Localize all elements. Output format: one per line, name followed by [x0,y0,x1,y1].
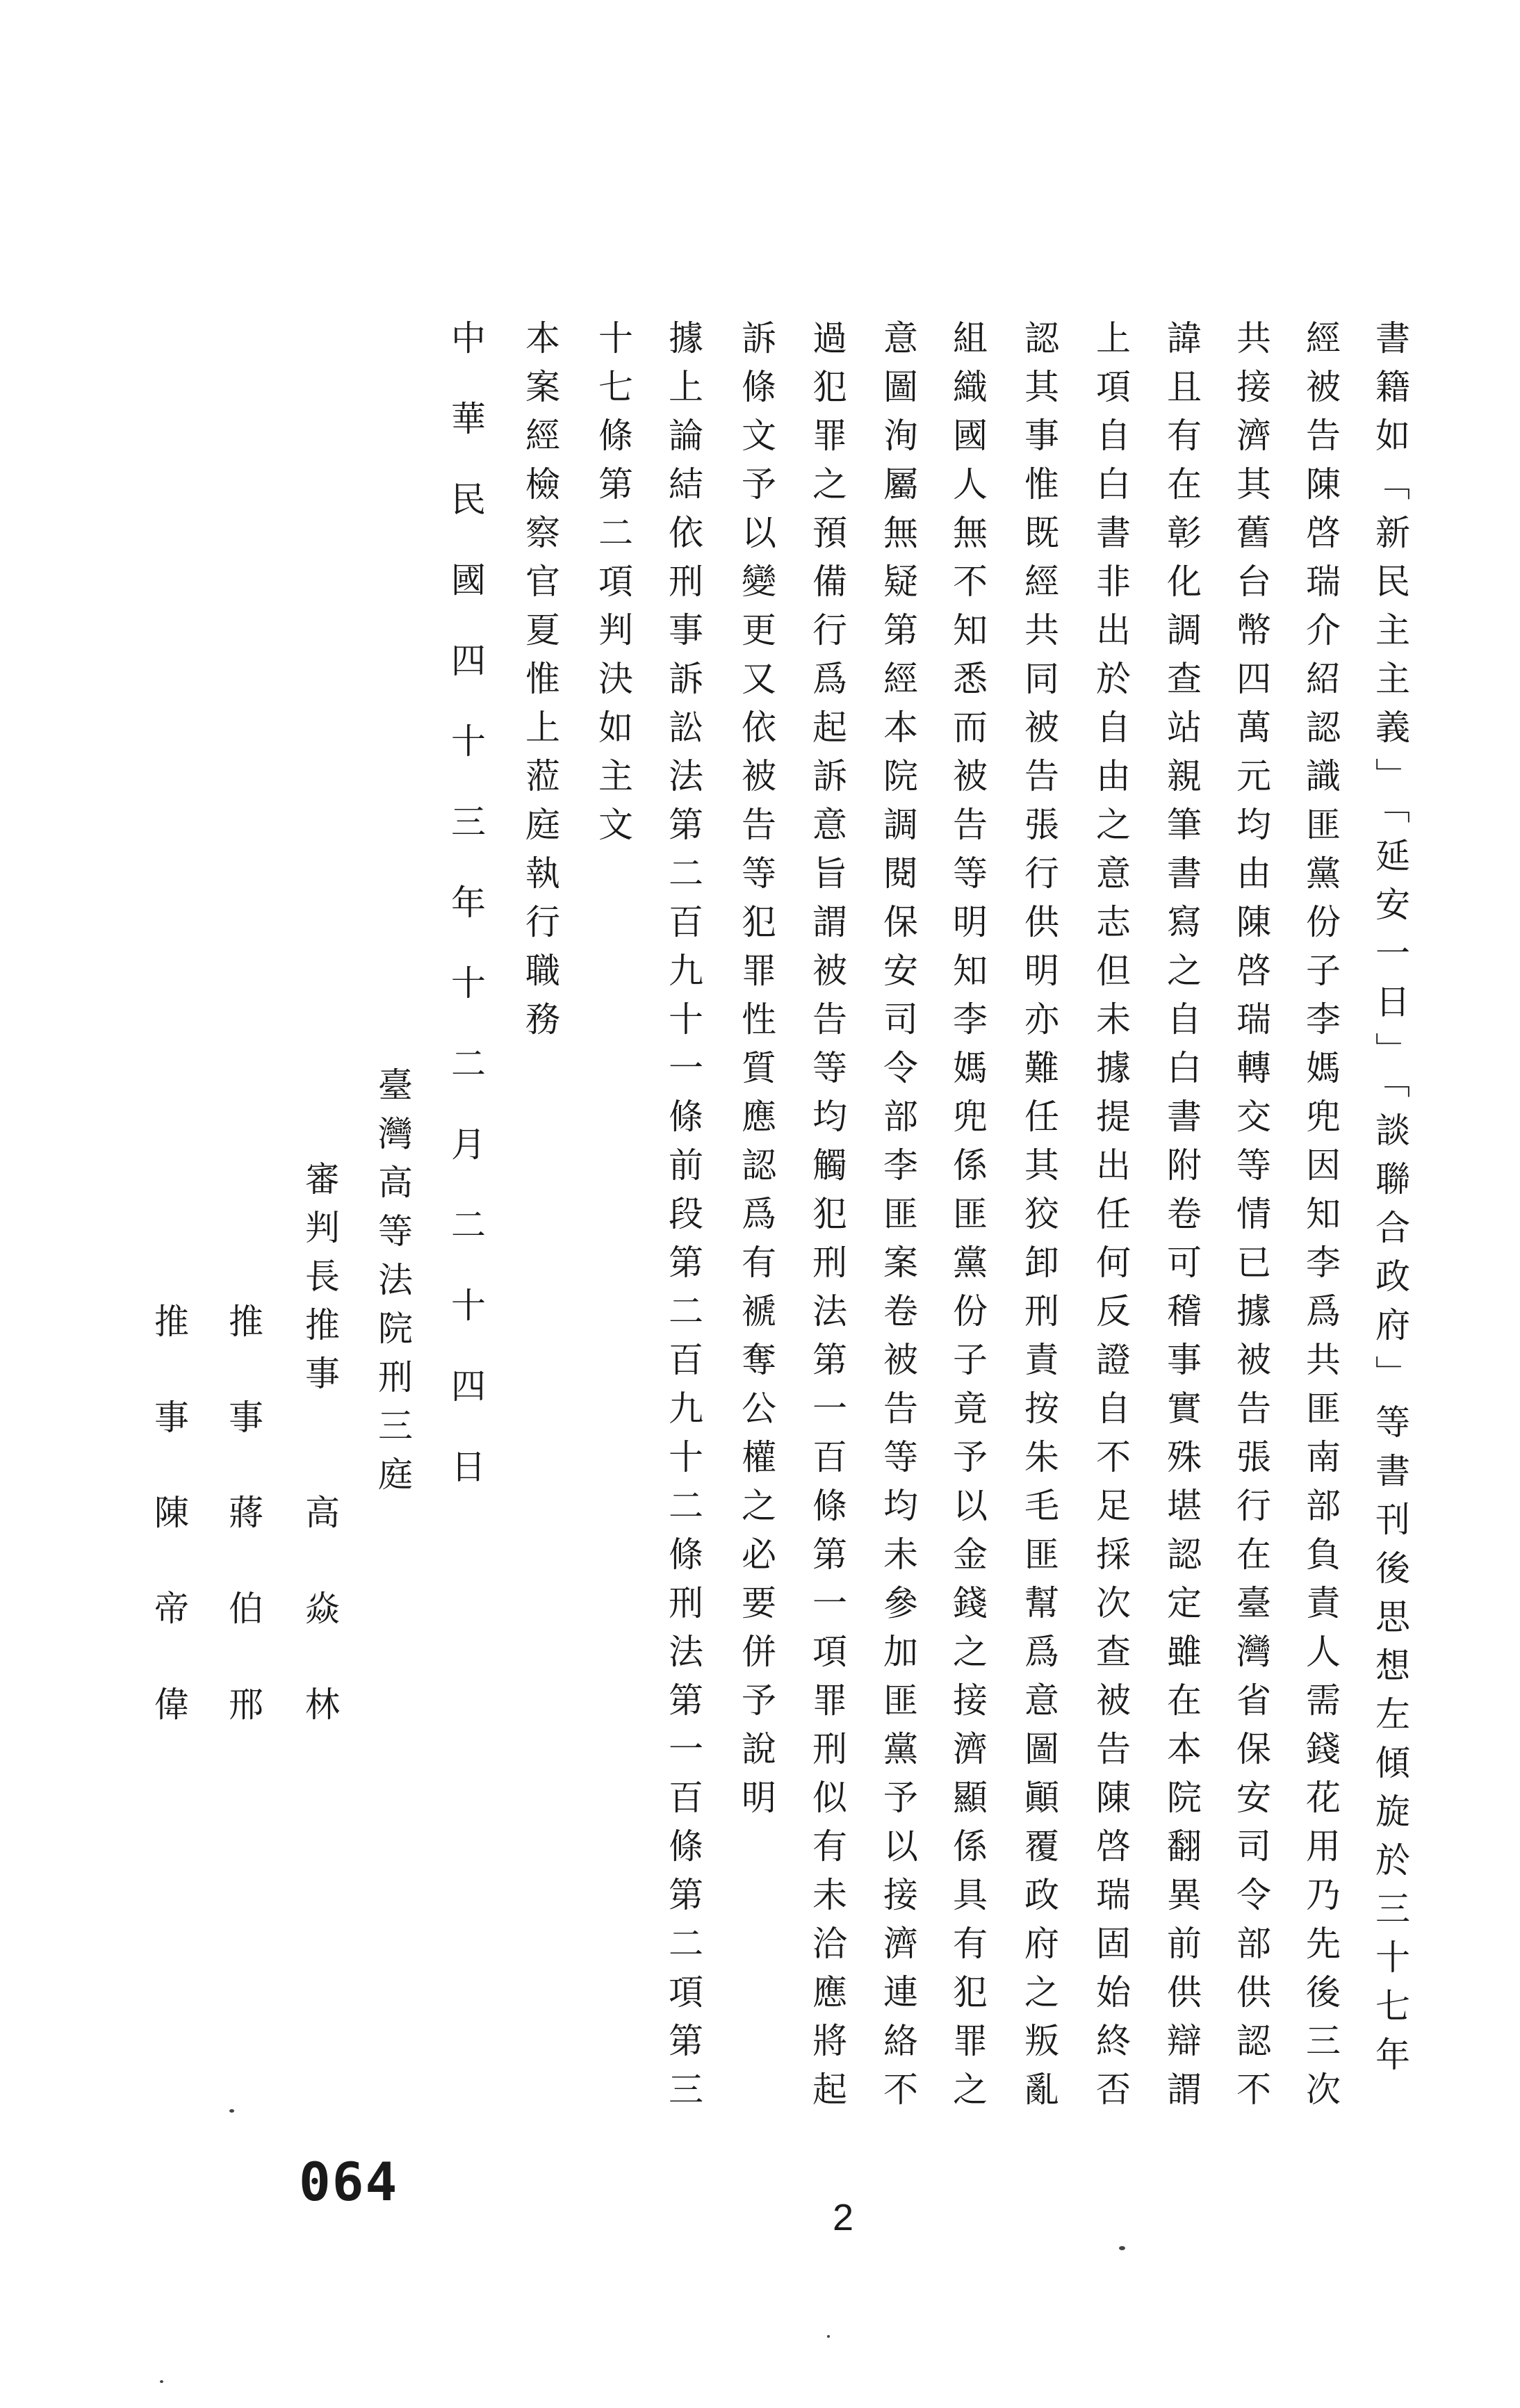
scan-speck [1119,2246,1125,2250]
text-column-7: 組織國人無不知悉而被告等明知李媽兜係匪黨份子竟予以金錢之接濟顯係具有犯罪之 [947,320,988,2120]
text-column-8: 意圖洵屬無疑第經本院調閱保安司令部李匪案卷被告等均未參加匪黨予以接濟連絡不 [878,320,918,2120]
text-column-13: 本案經檢察官夏惟上蒞庭執行職務 [520,320,560,1049]
text-column-1: 書籍如「新民主主義」「延安一日」「談聯合政府」等書刊後思想左傾旋於三十七年 [1370,320,1410,2085]
judge-title-2: 推事 [223,1303,263,1495]
judge-title-3: 推事 [149,1303,189,1495]
text-column-4: 諱且有在彰化調查站親筆書寫之自白書附卷可稽事實殊堪認定雖在本院翻異前供辯謂 [1161,320,1202,2120]
judge-name-1: 高焱林 [300,1494,340,1782]
judge-name-3: 陳帝偉 [149,1494,189,1782]
text-column-9: 過犯罪之預備行爲起訴意旨謂被告等均觸犯刑法第一百條第一項罪刑似有未洽應將起 [807,320,847,2120]
scan-speck [827,2335,830,2338]
scan-speck [160,2380,163,2383]
text-column-6: 認其事惟既經共同被告張行供明亦難任其狡卸刑責按朱毛匪幫爲意圖顚覆政府之叛亂 [1019,320,1059,2120]
scan-speck [229,2109,234,2113]
text-column-2: 經被告陳啓瑞介紹認識匪黨份子李媽兜因知李爲共匪南部負責人需錢花用乃先後三次 [1300,320,1341,2120]
text-column-5: 上項自白書非出於自由之意志但未據提出任何反證自不足採次查被告陳啓瑞固始終否 [1090,320,1131,2120]
judge-name-2: 蔣伯邢 [223,1494,263,1782]
text-column-3: 共接濟其舊台幣四萬元均由陳啓瑞轉交等情已據被告張行在臺灣省保安司令部供認不 [1231,320,1271,2120]
text-column-11: 據上論結依刑事訴訟法第二百九十一條前段第二百九十二條刑法第一百條第二項第三 [663,320,703,2120]
judgment-date: 中華民國四十三年十二月二十四日 [446,320,486,1529]
archive-page-code: 064 [299,2151,399,2213]
court-name: 臺灣高等法院刑三庭 [373,1067,413,1505]
text-column-10: 訴條文予以變更又依被告等犯罪性質應認爲有褫奪公權之必要併予說明 [736,320,776,1828]
text-column-12: 十七條第二項判決如主文 [593,320,633,855]
page-number: 2 [833,2197,854,2238]
judge-title-1: 審判長推事 [300,1161,340,1404]
